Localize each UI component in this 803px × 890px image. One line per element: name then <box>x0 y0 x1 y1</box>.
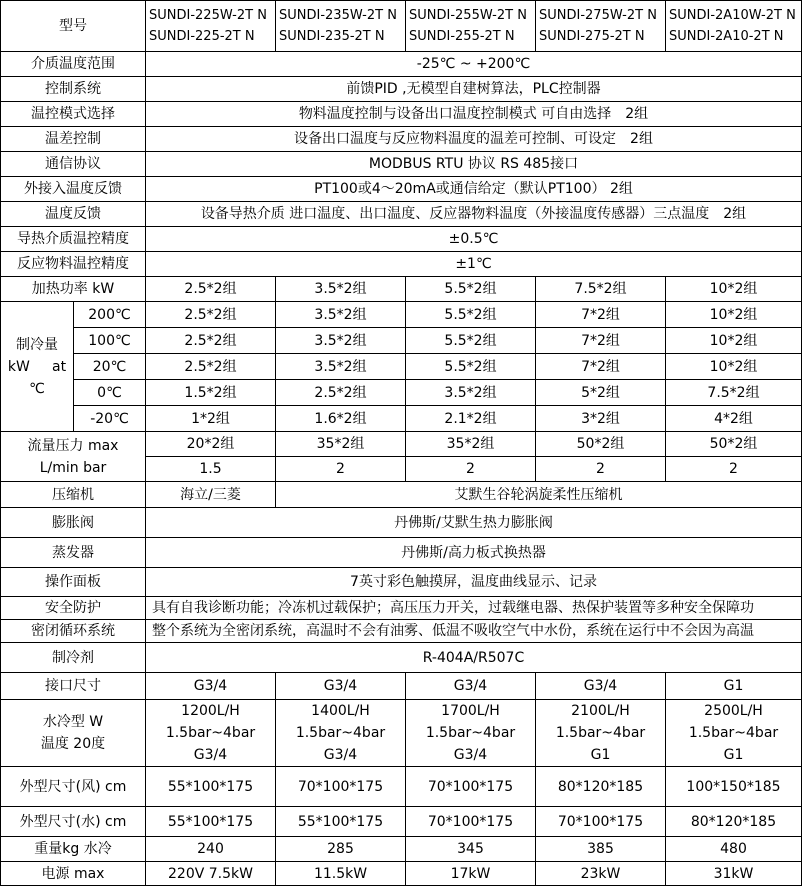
value-cell: 5*2组 <box>536 380 666 406</box>
refrigerant-row <box>1 643 802 673</box>
temp-diff-row <box>1 127 802 152</box>
row-label: 重量kg 水冷 <box>1 837 146 862</box>
model-label: 型号 <box>1 1 146 52</box>
value-cell: 55*100*175 <box>276 807 406 837</box>
value-cell: 5.5*2组 <box>406 354 536 380</box>
compressor-row <box>1 482 802 508</box>
safety-row <box>1 597 802 620</box>
value-cell: 7.5*2组 <box>666 380 802 406</box>
value-cell: 10*2组 <box>666 328 802 354</box>
model-cell: SUNDI-235W-2T N SUNDI-235-2T N <box>276 1 406 52</box>
value-cell: 50*2组 <box>666 432 802 457</box>
value-cell: 70*100*175 <box>406 767 536 807</box>
interface-row <box>1 673 802 700</box>
value-cell: 2.5*2组 <box>276 380 406 406</box>
value-cell: 7.5*2组 <box>536 277 666 302</box>
water-cooled-cell: 2500L/H 1.5bar~4bar G1 <box>666 700 802 767</box>
row-value: 前馈PID ,无模型自建树算法，PLC控制器 <box>146 77 802 102</box>
row-label: 介质温度范围 <box>1 52 146 77</box>
material-precision-row <box>1 252 802 277</box>
value-cell: 1.5*2组 <box>146 380 276 406</box>
value-cell: 50*2组 <box>536 432 666 457</box>
value-cell: G1 <box>666 673 802 700</box>
row-value: 整个系统为全密闭系统，高温时不会有油雾、低温不吸收空气中水份，系统在运行中不会因为高温 <box>146 620 802 643</box>
value-cell: 3.5*2组 <box>276 277 406 302</box>
water-cooled-cell: 1400L/H 1.5bar~4bar G3/4 <box>276 700 406 767</box>
row-label: 蒸发器 <box>1 538 146 568</box>
control-system-row <box>1 77 802 102</box>
row-label: 温度反馈 <box>1 202 146 227</box>
value-cell: 1.6*2组 <box>276 406 406 432</box>
row-label: 温差控制 <box>1 127 146 152</box>
value-cell: 2.1*2组 <box>406 406 536 432</box>
value-cell: 80*120*185 <box>536 767 666 807</box>
model-cell: SUNDI-255W-2T N SUNDI-255-2T N <box>406 1 536 52</box>
value-cell: 35*2组 <box>406 432 536 457</box>
row-label: 操作面板 <box>1 568 146 597</box>
water-cooled-label: 水冷型 W 温度 20度 <box>1 700 146 767</box>
value-cell: 10*2组 <box>666 354 802 380</box>
row-value: 设备出口温度与反应物料温度的温差可控制、可设定 2组 <box>146 127 802 152</box>
value-cell: 2.5*2组 <box>146 277 276 302</box>
cooling-row <box>1 354 802 380</box>
cooling-row <box>1 380 802 406</box>
value-cell: G3/4 <box>406 673 536 700</box>
size-water-row <box>1 807 802 837</box>
cooling-label: 制冷量 kW at ℃ <box>1 302 74 432</box>
value-cell: 10*2组 <box>666 277 802 302</box>
flow-row <box>1 432 802 457</box>
ext-feedback-row <box>1 177 802 202</box>
water-cooled-cell: 1200L/H 1.5bar~4bar G3/4 <box>146 700 276 767</box>
size-air-row <box>1 767 802 807</box>
model-cell: SUNDI-275W-2T N SUNDI-275-2T N <box>536 1 666 52</box>
value-cell: 55*100*175 <box>146 807 276 837</box>
value-cell: 7*2组 <box>536 354 666 380</box>
header-row <box>1 1 802 52</box>
row-value: MODBUS RTU 协议 RS 485接口 <box>146 152 802 177</box>
value-cell: 31kW <box>666 862 802 886</box>
row-value: 丹佛斯/艾默生热力膨胀阀 <box>146 508 802 538</box>
row-label: 压缩机 <box>1 482 146 508</box>
cooling-temp: -20℃ <box>74 406 146 432</box>
cooling-temp: 0℃ <box>74 380 146 406</box>
expansion-valve-row <box>1 508 802 538</box>
value-cell: 23kW <box>536 862 666 886</box>
row-value: 设备导热介质 进口温度、出口温度、反应器物料温度（外接温度传感器）三点温度 2组 <box>146 202 802 227</box>
water-cooled-row <box>1 700 802 767</box>
value-cell: 2.5*2组 <box>146 302 276 328</box>
weight-row <box>1 837 802 862</box>
value-cell: 2.5*2组 <box>146 354 276 380</box>
panel-row <box>1 568 802 597</box>
protocol-row <box>1 152 802 177</box>
cooling-temp: 20℃ <box>74 354 146 380</box>
value-cell: 1.5 <box>146 457 276 482</box>
value-cell: 11.5kW <box>276 862 406 886</box>
row-value: R-404A/R507C <box>146 643 802 673</box>
row-label: 外型尺寸(风) cm <box>1 767 146 807</box>
row-label: 密闭循环系统 <box>1 620 146 643</box>
value-cell: 20*2组 <box>146 432 276 457</box>
row-label: 膨胀阀 <box>1 508 146 538</box>
value-cell: 220V 7.5kW <box>146 862 276 886</box>
value-cell: 55*100*175 <box>146 767 276 807</box>
value-cell: 2 <box>406 457 536 482</box>
cooling-row <box>1 406 802 432</box>
row-value: 艾默生谷轮涡旋柔性压缩机 <box>276 482 802 508</box>
row-value: 7英寸彩色触摸屏，温度曲线显示、记录 <box>146 568 802 597</box>
value-cell: 2 <box>666 457 802 482</box>
row-label: 温控模式选择 <box>1 102 146 127</box>
row-label: 外型尺寸(水) cm <box>1 807 146 837</box>
value-cell: 2 <box>536 457 666 482</box>
value-cell: 285 <box>276 837 406 862</box>
temp-mode-row <box>1 102 802 127</box>
heating-row <box>1 277 802 302</box>
value-cell: 2.5*2组 <box>146 328 276 354</box>
value-cell: 345 <box>406 837 536 862</box>
evaporator-row <box>1 538 802 568</box>
row-label: 安全防护 <box>1 597 146 620</box>
value-cell: 3.5*2组 <box>276 328 406 354</box>
value-cell: 5.5*2组 <box>406 328 536 354</box>
row-label: 通信协议 <box>1 152 146 177</box>
value-cell: 240 <box>146 837 276 862</box>
water-cooled-cell: 1700L/H 1.5bar~4bar G3/4 <box>406 700 536 767</box>
row-value: ±1℃ <box>146 252 802 277</box>
value-cell: 5.5*2组 <box>406 302 536 328</box>
value-cell: 80*120*185 <box>666 807 802 837</box>
value-cell: 5.5*2组 <box>406 277 536 302</box>
value-cell: 35*2组 <box>276 432 406 457</box>
row-value: ±0.5℃ <box>146 227 802 252</box>
cooling-row <box>1 302 802 328</box>
row-value: 丹佛斯/高力板式换热器 <box>146 538 802 568</box>
value-cell: G3/4 <box>276 673 406 700</box>
row-label: 加热功率 kW <box>1 277 146 302</box>
value-cell: 70*100*175 <box>406 807 536 837</box>
value-cell: 1*2组 <box>146 406 276 432</box>
value-cell: 海立/三菱 <box>146 482 276 508</box>
value-cell: 7*2组 <box>536 328 666 354</box>
value-cell: 3.5*2组 <box>276 354 406 380</box>
model-cell: SUNDI-225W-2T N SUNDI-225-2T N <box>146 1 276 52</box>
row-label: 反应物料温控精度 <box>1 252 146 277</box>
power-row <box>1 862 802 886</box>
medium-temp-row <box>1 52 802 77</box>
row-label: 电源 max <box>1 862 146 886</box>
cooling-temp: 100℃ <box>74 328 146 354</box>
value-cell: 7*2组 <box>536 302 666 328</box>
value-cell: G3/4 <box>146 673 276 700</box>
value-cell: 3.5*2组 <box>406 380 536 406</box>
model-cell: SUNDI-2A10W-2T N SUNDI-2A10-2T N <box>666 1 802 52</box>
value-cell: 3.5*2组 <box>276 302 406 328</box>
row-label: 导热介质温控精度 <box>1 227 146 252</box>
row-value: PT100或4～20mA或通信给定（默认PT100） 2组 <box>146 177 802 202</box>
row-label: 外接入温度反馈 <box>1 177 146 202</box>
value-cell: 10*2组 <box>666 302 802 328</box>
row-value: 具有自我诊断功能；冷冻机过载保护；高压压力开关，过载继电器、热保护装置等多种安全保障功 <box>146 597 802 620</box>
row-label: 控制系统 <box>1 77 146 102</box>
flow-label: 流量压力 max L/min bar <box>1 432 146 482</box>
value-cell: 70*100*175 <box>536 807 666 837</box>
value-cell: 70*100*175 <box>276 767 406 807</box>
temp-feedback-row <box>1 202 802 227</box>
row-label: 接口尺寸 <box>1 673 146 700</box>
row-value: 物料温度控制与设备出口温度控制模式 可自由选择 2组 <box>146 102 802 127</box>
value-cell: 100*150*185 <box>666 767 802 807</box>
value-cell: 480 <box>666 837 802 862</box>
row-label: 制冷剂 <box>1 643 146 673</box>
row-value: -25℃ ~ +200℃ <box>146 52 802 77</box>
value-cell: 2 <box>276 457 406 482</box>
value-cell: 17kW <box>406 862 536 886</box>
value-cell: G3/4 <box>536 673 666 700</box>
value-cell: 3*2组 <box>536 406 666 432</box>
sealed-loop-row <box>1 620 802 643</box>
cooling-row <box>1 328 802 354</box>
value-cell: 385 <box>536 837 666 862</box>
water-cooled-cell: 2100L/H 1.5bar~4bar G1 <box>536 700 666 767</box>
medium-precision-row <box>1 227 802 252</box>
cooling-temp: 200℃ <box>74 302 146 328</box>
value-cell: 4*2组 <box>666 406 802 432</box>
